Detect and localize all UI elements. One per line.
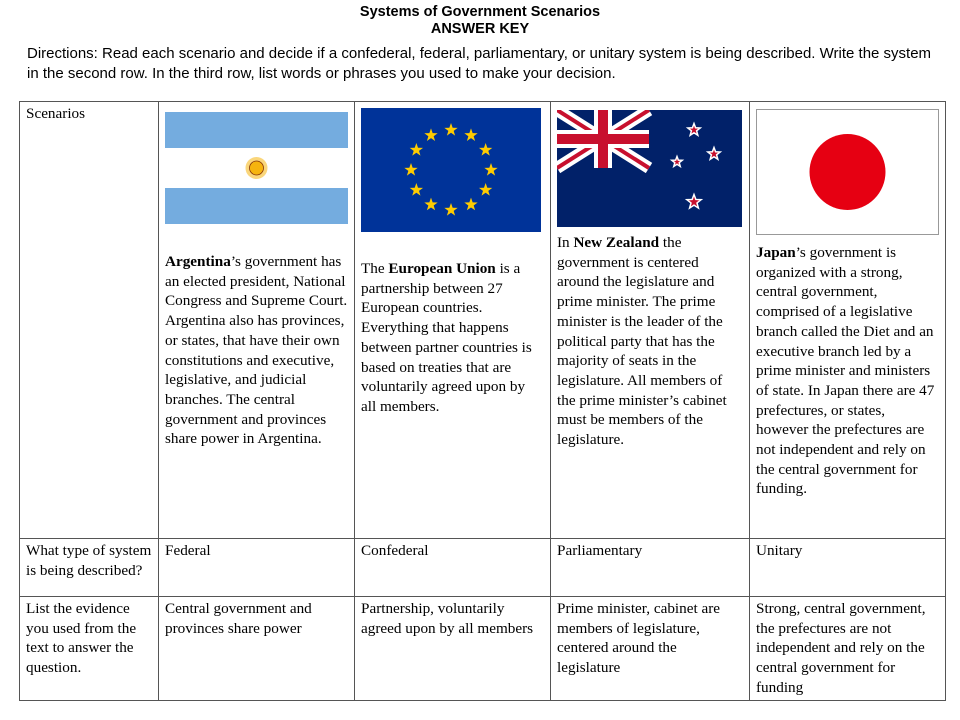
evidence-japan: Strong, central government, the prefectures are not independent and rely on the central government for funding [750,597,946,701]
system-european-union: Confederal [355,539,551,597]
evidence-new-zealand: Prime minister, cabinet are members of legislature, centered around the legislature [551,597,750,701]
scenario-argentina [159,102,355,539]
scenario-text-new-zealand: In New Zealand the government is centered around the legislature and prime minister. The prime minister is the leader of the political party that has the majority of seats in the legislature. All members of the prime minister’s cabinet must be members of the legislature. [557,234,727,449]
system-japan: Unitary [750,539,946,597]
scenario-european-union [355,102,551,539]
row-label-evidence: List the evidence you used from the text to answer the question. [20,597,159,701]
scenario-text-european-union: The European Union is a partnership between 27 European countries. Everything that happens between partner countries is based on treaties that are voluntarily agreed upon by all members. [361,260,532,415]
answer-key-label: ANSWER KEY [430,21,530,37]
scenario-text-argentina: Argentina’s government has an elected president, National Congress and Supreme Court. Argentina also has provinces, or states, that have their own constitutions and executive, legislative, and judicial branches. The central government and provinces share power in Argentina. [165,253,348,448]
system-new-zealand: Parliamentary [551,539,750,597]
row-label-scenarios: Scenarios [20,102,159,539]
evidence-european-union: Partnership, voluntarily agreed upon by all members [355,597,551,701]
scenarios-row [20,102,946,539]
scenario-text-japan: Japan’s government is organized with a strong, central government, comprised of a legislative branch called the Diet and an executive branch led by a prime minister and ministers of state. In Japan there are 47 prefectures, or states, however the prefectures are not independent and rely on the central government for funding. [756,244,935,498]
page-title: Systems of Government Scenarios [359,4,601,20]
document-header [0,4,960,38]
union-jack [557,110,649,168]
directions-text: Directions: Read each scenario and decide if a confederal, federal, parliamentary, or unitary system is being described. Write the system in the second row. In the third row, list words or phrases you used to make your decision. [27,45,932,82]
european-union-flag [361,108,541,232]
evidence-argentina: Central government and provinces share power [159,597,355,701]
japan-flag [756,109,939,235]
system-argentina: Federal [159,539,355,597]
row-label-system: What type of system is being described? [20,539,159,597]
scenario-new-zealand [551,102,750,539]
scenarios-table [19,101,946,701]
argentina-flag [165,112,348,224]
evidence-row [20,597,946,701]
scenario-japan [750,102,946,539]
sun-of-may-icon [246,157,268,179]
new-zealand-flag [557,110,742,227]
system-row [20,539,946,597]
